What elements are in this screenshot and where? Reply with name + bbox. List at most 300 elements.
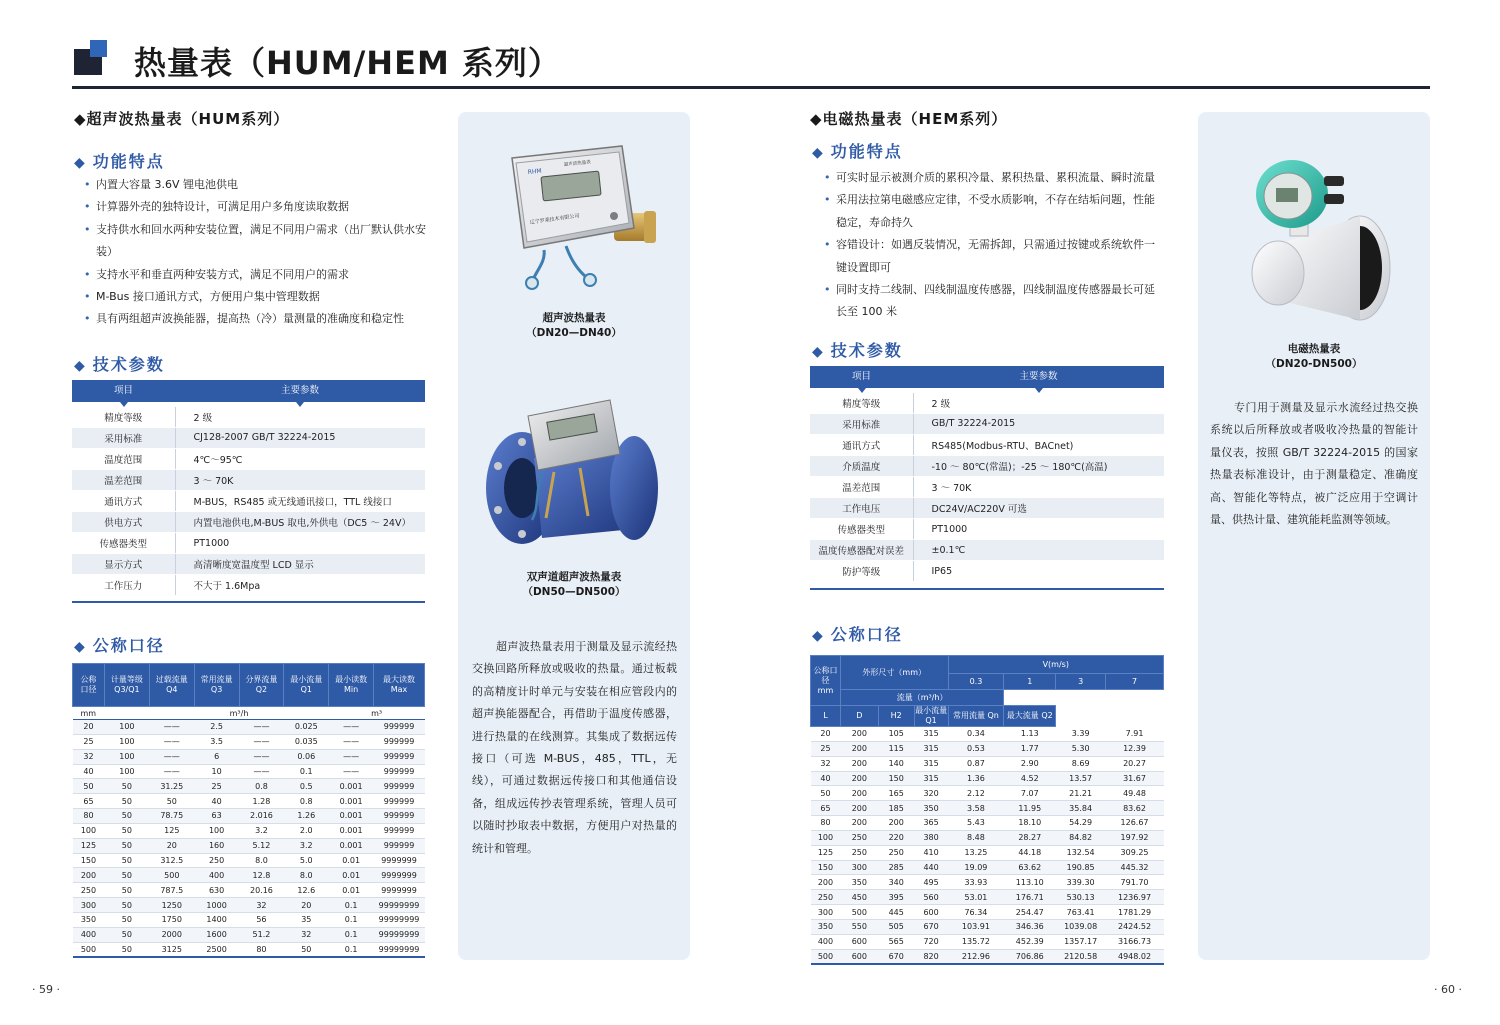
param-value: -10 ～ 80℃(常温)；-25 ～ 180℃(高温) — [913, 455, 1164, 476]
param-value: RS485(Modbus-RTU、BACnet) — [913, 434, 1164, 455]
hem-params-heading — [812, 338, 903, 361]
param-row — [72, 554, 425, 575]
diam-cell: 160 — [194, 838, 239, 853]
hem-params-title: 技术参数 — [830, 341, 903, 360]
diam-cell: —— — [329, 749, 374, 764]
table-row — [73, 927, 425, 942]
diam-cell: 350 — [840, 875, 878, 890]
diam-cell: 2.5 — [194, 720, 239, 735]
diam-cell: 999999 — [374, 720, 425, 735]
hem-params-table — [810, 366, 1164, 582]
diam-cell: 500 — [840, 905, 878, 920]
diam-cell: 20 — [811, 727, 841, 742]
diam-cell: 300 — [811, 905, 841, 920]
diam-cell: 400 — [73, 927, 105, 942]
feature-item: • 支持供水和回水两种安装位置，满足不同用户需求（出厂默认供水安装） — [84, 219, 434, 264]
diam-cell: 1039.08 — [1056, 919, 1106, 934]
param-value: 不大于 1.6Mpa — [175, 575, 425, 596]
diam-cell: 11.95 — [1004, 801, 1056, 816]
device1-caption: 超声波热量表 （DN20—DN40） — [526, 312, 622, 339]
diam-header-cell: 常用流量 Q3 — [194, 664, 239, 707]
diam-cell: 50 — [811, 786, 841, 801]
diam-cell: 12.8 — [239, 868, 284, 883]
diam-cell: 350 — [914, 801, 948, 816]
diam-cell: 999999 — [374, 749, 425, 764]
diam-cell: 197.92 — [1106, 830, 1164, 845]
diam-cell: 300 — [840, 860, 878, 875]
table-row — [811, 756, 1164, 771]
diam-cell: 54.29 — [1056, 816, 1106, 831]
diam-cell: 50 — [104, 823, 149, 838]
diam-cell: 630 — [194, 883, 239, 898]
param-key: 精度等级 — [810, 392, 913, 413]
diam-cell: 3125 — [149, 942, 194, 957]
diam-cell: 9999999 — [374, 883, 425, 898]
param-row — [72, 406, 425, 427]
param-key: 工作电压 — [810, 497, 913, 518]
diam-cell: 31.25 — [149, 779, 194, 794]
diam-cell: 3.58 — [948, 801, 1004, 816]
params-header-main: 主要参数 — [913, 366, 1164, 386]
unit-cell — [104, 707, 149, 720]
param-key: 温差范围 — [810, 476, 913, 497]
hum-feature-list — [84, 174, 434, 331]
diam-cell: 4948.02 — [1106, 949, 1164, 964]
hum-description: 超声波热量表用于测量及显示流经热交换回路所释放或吸收的热量。通过板载的高精度计时单元与安装在相应管段内的超声换能器配合，再借助于温度传感器，进行热量的在线测算。其集成了数据远传接口（可选 M-BUS，485，TTL，无线），可通过数据远传接口和其他通信设备，组成远传抄表管理系统，管理人员可以随时抄取表中数据，方便用户对热量的统计和管理。 — [472, 640, 677, 855]
diam-cell: 12.6 — [284, 883, 329, 898]
feature-item: • 采用法拉第电磁感应定律，不受水质影响，不存在结垢问题，性能稳定，寿命持久 — [824, 189, 1162, 234]
param-row — [72, 511, 425, 532]
diam-cell: 254.47 — [1004, 905, 1056, 920]
feature-item: • M-Bus 接口通讯方式，方便用户集中管理数据 — [84, 286, 434, 308]
diam-cell: —— — [239, 734, 284, 749]
param-row — [810, 497, 1164, 518]
param-value: 2 级 — [175, 406, 425, 427]
diamond-icon: ◆ — [812, 145, 825, 161]
diam-cell: 40 — [811, 771, 841, 786]
diam-cell: 99999999 — [374, 898, 425, 913]
diam-cell: 25 — [194, 779, 239, 794]
param-value: DC24V/AC220V 可选 — [913, 497, 1164, 518]
diam-cell: 18.10 — [1004, 816, 1056, 831]
param-key: 传感器类型 — [72, 533, 175, 554]
diam-cell: 190.85 — [1056, 860, 1106, 875]
diam-cell: 0.34 — [948, 727, 1004, 742]
table-row — [811, 890, 1164, 905]
table-row — [811, 949, 1164, 964]
diam-header-cell: 分界流量 Q2 — [239, 664, 284, 707]
title-divider — [72, 86, 1430, 89]
hem-features-title: 功能特点 — [830, 142, 903, 161]
electromagnetic-heat-meter-image — [1232, 150, 1402, 330]
diam-cell: 5.30 — [1056, 741, 1106, 756]
diam-cell: 380 — [914, 830, 948, 845]
table-row — [811, 919, 1164, 934]
diam-cell: 440 — [914, 860, 948, 875]
param-value: 3 ～ 70K — [175, 469, 425, 490]
param-row — [72, 469, 425, 490]
diam-cell: 125 — [149, 823, 194, 838]
param-row — [72, 575, 425, 596]
diam-cell: 200 — [811, 875, 841, 890]
diam-cell: 50 — [104, 942, 149, 957]
diam-cell: 5.43 — [948, 816, 1004, 831]
diam-cell: 50 — [104, 868, 149, 883]
diam-cell: —— — [239, 749, 284, 764]
hum-params-table — [72, 380, 425, 596]
diam-cell: 125 — [73, 838, 105, 853]
diam-cell: 0.001 — [329, 779, 374, 794]
table-row — [73, 898, 425, 913]
diam-cell: 3.2 — [239, 823, 284, 838]
diam-cell: 763.41 — [1056, 905, 1106, 920]
table-row — [73, 853, 425, 868]
diam-cell: 80 — [239, 942, 284, 957]
diam-cell: 63.62 — [1004, 860, 1056, 875]
param-value: PT1000 — [175, 533, 425, 554]
diam-cell: 350 — [73, 912, 105, 927]
diam-cell: 32 — [239, 898, 284, 913]
hem-diam-header-flow: 流量（m³/h） — [840, 690, 1003, 706]
param-key: 采用标准 — [810, 413, 913, 434]
diam-cell: 1236.97 — [1106, 890, 1164, 905]
sub-header-cell: L — [811, 706, 841, 727]
diam-cell: 50 — [104, 853, 149, 868]
diam-cell: 400 — [811, 934, 841, 949]
diam-cell: 40 — [73, 764, 105, 779]
diam-cell: 32 — [284, 927, 329, 942]
diam-cell: 105 — [878, 727, 914, 742]
param-value: GB/T 32224-2015 — [913, 413, 1164, 434]
diam-cell: 0.1 — [329, 942, 374, 957]
diam-cell: 20.27 — [1106, 756, 1164, 771]
diam-cell: 99999999 — [374, 912, 425, 927]
diam-cell: 250 — [194, 853, 239, 868]
param-value: IP65 — [913, 561, 1164, 582]
diam-cell: 20 — [73, 720, 105, 735]
table-row — [73, 749, 425, 764]
diam-cell: 200 — [840, 771, 878, 786]
diam-cell: 1781.29 — [1106, 905, 1164, 920]
diam-cell: 250 — [811, 890, 841, 905]
diam-cell: 565 — [878, 934, 914, 949]
hum-params-title: 技术参数 — [92, 355, 165, 374]
diam-cell: 550 — [840, 919, 878, 934]
diam-cell: 33.93 — [948, 875, 1004, 890]
table-row — [73, 883, 425, 898]
diam-cell: 2424.52 — [1106, 919, 1164, 934]
ultrasonic-heat-meter-image — [494, 138, 664, 298]
hum-features-heading — [74, 149, 165, 172]
table-row — [73, 734, 425, 749]
param-row — [72, 448, 425, 469]
diam-cell: 13.57 — [1056, 771, 1106, 786]
hem-diam-title: 公称口径 — [830, 625, 903, 644]
diam-cell: 50 — [104, 927, 149, 942]
diam-cell: 339.30 — [1056, 875, 1106, 890]
diam-cell: 0.001 — [329, 809, 374, 824]
diam-cell: 410 — [914, 845, 948, 860]
hem-section-title: ◆电磁热量表（HEM系列） — [810, 110, 1008, 128]
diam-cell: 505 — [878, 919, 914, 934]
diam-cell: —— — [239, 764, 284, 779]
diam-cell: 49.48 — [1106, 786, 1164, 801]
diam-cell: 1250 — [149, 898, 194, 913]
param-value: 高清晰度宽温度型 LCD 显示 — [175, 554, 425, 575]
diam-cell: 78.75 — [149, 809, 194, 824]
table-row — [73, 764, 425, 779]
diam-header-cell: 过载流量 Q4 — [149, 664, 194, 707]
diam-cell: 0.1 — [329, 912, 374, 927]
diam-cell: 135.72 — [948, 934, 1004, 949]
param-row — [810, 519, 1164, 540]
hem-feature-list — [824, 167, 1162, 324]
param-key: 采用标准 — [72, 427, 175, 448]
device2-caption: 双声道超声波热量表 （DN50—DN500） — [522, 571, 626, 598]
diam-cell: 8.0 — [239, 853, 284, 868]
diam-cell: 50 — [73, 779, 105, 794]
diam-cell: 100 — [104, 720, 149, 735]
hem-diam-header-size: 外形尺寸（mm） — [840, 656, 948, 690]
diam-header-cell: 计量等级 Q3/Q1 — [104, 664, 149, 707]
diam-cell: 320 — [914, 786, 948, 801]
diam-cell: 150 — [73, 853, 105, 868]
diam-cell: 140 — [878, 756, 914, 771]
diam-cell: 1000 — [194, 898, 239, 913]
diam-cell: 50 — [104, 794, 149, 809]
diam-cell: 2.0 — [284, 823, 329, 838]
param-key: 显示方式 — [72, 554, 175, 575]
param-value: ±0.1℃ — [913, 540, 1164, 561]
diam-cell: 25 — [73, 734, 105, 749]
diam-cell: 200 — [73, 868, 105, 883]
logo-square-blue — [90, 40, 107, 57]
diam-cell: 113.10 — [1004, 875, 1056, 890]
diam-cell: 2500 — [194, 942, 239, 957]
feature-item: • 具有两组超声波换能器，提高热（冷）量测量的准确度和稳定性 — [84, 308, 434, 330]
param-key: 通讯方式 — [810, 434, 913, 455]
unit-cell: m³ — [329, 707, 425, 720]
diam-cell: 999999 — [374, 764, 425, 779]
diam-cell: 200 — [840, 816, 878, 831]
diam-cell: 40 — [194, 794, 239, 809]
param-row — [72, 490, 425, 511]
diamond-icon: ◆ — [812, 628, 825, 644]
diam-cell: —— — [149, 749, 194, 764]
diam-cell: 212.96 — [948, 949, 1004, 964]
diam-cell: 8.48 — [948, 830, 1004, 845]
diam-cell: 0.025 — [284, 720, 329, 735]
diam-cell: 84.82 — [1056, 830, 1106, 845]
diam-cell: 3.5 — [194, 734, 239, 749]
table-bottom-rule — [72, 601, 425, 603]
diam-cell: 1.28 — [239, 794, 284, 809]
diam-cell: 787.5 — [149, 883, 194, 898]
table-row — [811, 905, 1164, 920]
diam-cell: 670 — [914, 919, 948, 934]
diam-cell: 1750 — [149, 912, 194, 927]
diamond-icon: ◆ — [74, 155, 87, 171]
diam-cell: 13.25 — [948, 845, 1004, 860]
table-bottom-rule — [810, 588, 1164, 590]
diam-cell: 10 — [194, 764, 239, 779]
diam-cell: 0.8 — [239, 779, 284, 794]
table-row — [811, 816, 1164, 831]
table-row — [811, 786, 1164, 801]
diam-cell: 250 — [878, 845, 914, 860]
diamond-icon: ◆ — [74, 639, 87, 655]
param-row — [810, 434, 1164, 455]
diam-cell: 250 — [840, 830, 878, 845]
diam-cell: 7.07 — [1004, 786, 1056, 801]
diam-cell: 820 — [914, 949, 948, 964]
hum-diam-heading — [74, 633, 165, 656]
hem-diam-header-velocity: V(m/s) — [948, 656, 1163, 674]
diam-cell: 999999 — [374, 779, 425, 794]
diam-cell: —— — [329, 720, 374, 735]
diam-cell: 99999999 — [374, 927, 425, 942]
diam-cell: 0.001 — [329, 823, 374, 838]
feature-item: • 容错设计：如遇反装情况，无需拆卸，只需通过按键或系统软件一键设置即可 — [824, 234, 1162, 279]
param-key: 通讯方式 — [72, 490, 175, 511]
diam-header-cell: 公称口径 — [73, 664, 105, 707]
diam-cell: 125 — [811, 845, 841, 860]
device1-model-text: 超声波热量表 — [563, 160, 592, 168]
diam-cell: 100 — [104, 734, 149, 749]
diam-cell: 80 — [73, 809, 105, 824]
diam-cell: 12.39 — [1106, 741, 1164, 756]
diam-cell: 63 — [194, 809, 239, 824]
diam-cell: 165 — [878, 786, 914, 801]
page-number-right: · 60 · — [1434, 983, 1462, 996]
diam-cell: 315 — [914, 756, 948, 771]
diam-cell: 80 — [811, 816, 841, 831]
diam-cell: 312.5 — [149, 853, 194, 868]
diam-cell: 76.34 — [948, 905, 1004, 920]
diam-cell: 999999 — [374, 823, 425, 838]
hem-diam-header-dn: 公称口径 mm — [811, 656, 841, 706]
diam-cell: 0.8 — [284, 794, 329, 809]
param-key: 防护等级 — [810, 561, 913, 582]
diam-cell: 999999 — [374, 809, 425, 824]
diam-cell: 350 — [811, 919, 841, 934]
diam-cell: 500 — [73, 942, 105, 957]
diam-cell: 65 — [73, 794, 105, 809]
diam-cell: 0.53 — [948, 741, 1004, 756]
diam-cell: 600 — [840, 934, 878, 949]
diam-cell: 315 — [914, 771, 948, 786]
page-number-left: · 59 · — [32, 983, 60, 996]
diam-cell: 65 — [811, 801, 841, 816]
diam-cell: —— — [329, 734, 374, 749]
table-row — [811, 801, 1164, 816]
sub-header-cell: 常用流量 Qn — [948, 706, 1004, 727]
diam-cell: 0.5 — [284, 779, 329, 794]
diam-cell: 250 — [840, 845, 878, 860]
diam-cell: 100 — [104, 764, 149, 779]
diam-cell: —— — [329, 764, 374, 779]
diam-cell: 8.0 — [284, 868, 329, 883]
diam-cell: 315 — [914, 741, 948, 756]
table-row — [811, 875, 1164, 890]
diam-cell: 21.21 — [1056, 786, 1106, 801]
diam-cell: 100 — [73, 823, 105, 838]
param-row — [72, 427, 425, 448]
param-value: CJ128-2007 GB/T 32224-2015 — [175, 427, 425, 448]
diam-cell: 495 — [914, 875, 948, 890]
table-row — [811, 860, 1164, 875]
feature-item: • 可实时显示被测介质的累积冷量、累积热量、累积流量、瞬时流量 — [824, 167, 1162, 189]
param-value: 4℃～95℃ — [175, 448, 425, 469]
feature-item: • 支持水平和垂直两种安装方式，满足不同用户的需求 — [84, 264, 434, 286]
unit-row — [73, 707, 425, 720]
sub-header-cell: 最小流量 Q1 — [915, 706, 948, 725]
diam-cell: 44.18 — [1004, 845, 1056, 860]
hum-params-heading — [74, 352, 165, 375]
diam-cell: 1.13 — [1004, 727, 1056, 742]
unit-cell: mm — [73, 707, 105, 720]
param-key: 温度传感器配对误差 — [810, 540, 913, 561]
diam-cell: —— — [149, 720, 194, 735]
diam-cell: 20 — [284, 898, 329, 913]
table-row — [73, 912, 425, 927]
diam-cell: 300 — [73, 898, 105, 913]
diam-cell: 500 — [149, 868, 194, 883]
diam-cell: 0.1 — [329, 927, 374, 942]
diamond-icon: ◆ — [74, 358, 87, 374]
sub-header-cell: D — [840, 706, 878, 727]
diam-cell: 200 — [840, 756, 878, 771]
param-row — [810, 455, 1164, 476]
diam-cell: 791.70 — [1106, 875, 1164, 890]
diam-cell: 200 — [840, 801, 878, 816]
diam-cell: 999999 — [374, 734, 425, 749]
param-row — [810, 413, 1164, 434]
table-row — [73, 720, 425, 735]
diam-cell: 100 — [194, 823, 239, 838]
diam-cell: 35 — [284, 912, 329, 927]
table-row — [811, 741, 1164, 756]
diam-cell: 126.67 — [1106, 816, 1164, 831]
diam-cell: 9999999 — [374, 868, 425, 883]
params-header-main: 主要参数 — [175, 380, 425, 400]
diam-cell: 200 — [878, 816, 914, 831]
diam-cell: 50 — [104, 809, 149, 824]
diamond-icon: ◆ — [812, 344, 825, 360]
diam-cell: 50 — [104, 883, 149, 898]
svg-text:RHM: RHM — [527, 167, 542, 176]
param-value: 3 ～ 70K — [913, 476, 1164, 497]
param-row — [810, 476, 1164, 497]
diam-cell: 452.39 — [1004, 934, 1056, 949]
device1-brand-text: 辽宁罗莱技术有限公司 — [529, 213, 580, 226]
diam-cell: 2.016 — [239, 809, 284, 824]
diam-cell: 999999 — [374, 794, 425, 809]
diam-cell: 31.67 — [1106, 771, 1164, 786]
diam-cell: 1.77 — [1004, 741, 1056, 756]
sub-header-cell: 最大流量 Q2 — [1004, 706, 1056, 727]
diam-cell: —— — [239, 720, 284, 735]
diam-cell: —— — [149, 764, 194, 779]
diam-header-cell: 最大读数 Max — [374, 664, 425, 707]
diam-header-cell: 最小读数 Min — [329, 664, 374, 707]
diam-cell: 200 — [840, 741, 878, 756]
table-row — [73, 838, 425, 853]
table-row — [73, 942, 425, 957]
diam-cell: 5.12 — [239, 838, 284, 853]
diam-cell: 50 — [149, 794, 194, 809]
hum-features-title: 功能特点 — [92, 152, 165, 171]
